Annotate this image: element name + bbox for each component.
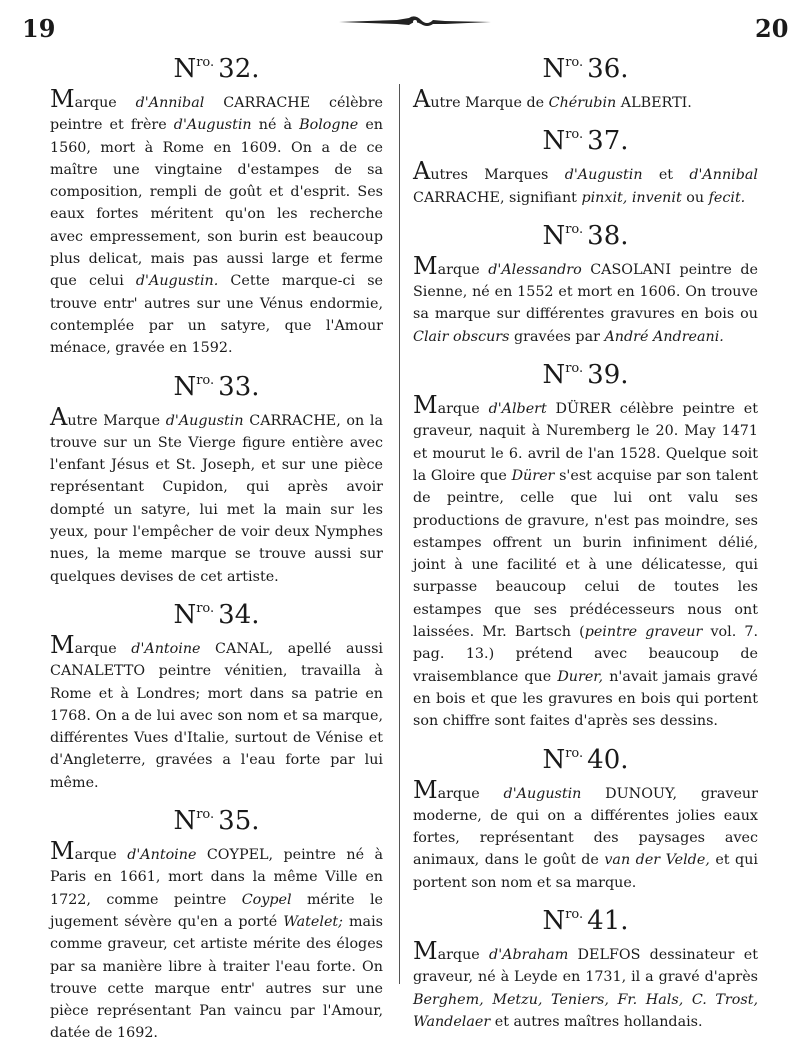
entry — [413, 350, 758, 732]
entry — [50, 362, 383, 588]
entry-text: Marque d'Abraham DELFOS dessinateur et graveur, né à Leyde en 1731, il a gravé d'après Berghem, Metzu, Teniers, Fr. Hals, C. Trost, Wandelaer et autres maîtres hollandais. — [413, 937, 758, 1030]
entry — [413, 896, 758, 1033]
entry-number: $N^{ro.}$ 40. — [542, 744, 629, 775]
entry-text: Marque d'Augustin DUNOUY, graveur moderne, de qui on a différentes jolies eaux fortes, représentant des paysages avec animaux, dans le goût de van der Velde, et qui portent son nom et sa marque. — [413, 775, 758, 891]
entry-number: $N^{ro.}$ 41. — [542, 906, 629, 937]
entry-text: Autres Marques d'Augustin et d'Annibal CARRACHE, signifiant pinxit, invenit ou fecit. — [413, 157, 758, 206]
page-number-left: 19 — [22, 14, 56, 43]
initial-letter: A — [413, 85, 431, 113]
entry — [413, 211, 758, 348]
entry-number: $N^{ro.}$ 32. — [173, 54, 260, 84]
entry — [413, 44, 758, 114]
left-column — [50, 42, 383, 1045]
entry — [50, 590, 383, 794]
initial-letter: M — [413, 391, 438, 420]
entry-number: $N^{ro.}$ 34. — [173, 599, 260, 630]
entry — [50, 44, 383, 360]
entry-number: $N^{ro.}$ 36. — [542, 54, 629, 84]
ornament-icon — [337, 12, 493, 32]
entry-number: $N^{ro.}$ 35. — [173, 806, 260, 837]
page-number-right: 20 — [755, 14, 789, 43]
entry-number: $N^{ro.}$ 33. — [173, 371, 260, 402]
initial-letter: M — [413, 937, 438, 966]
entry — [413, 116, 758, 209]
initial-letter: M — [50, 630, 75, 659]
entry — [50, 796, 383, 1045]
entry-text: Marque d'Antoine COYPEL, peintre né à Paris en 1661, mort dans la même Ville en 1722, comme peintre Coypel mérite le jugement sévère qu'en a porté Watelet; mais comme graveur, cet artiste mérite des éloges par sa manière libre à traiter l'eau forte. On trouve cette marque entr' autres sur une pièce représentant Pan vaincu par l'Amour, datée de 1692. — [50, 837, 383, 1042]
entry — [413, 735, 758, 894]
right-column — [413, 42, 758, 1033]
initial-letter: M — [50, 837, 75, 866]
entry-text: Marque d'Antoine CANAL, apellé aussi CANALETTO peintre vénitien, travailla à Rome et à Londres; mort dans sa patrie en 1768. On a de lui avec son nom et sa marque, différentes Vues d'Italie, surtout de Vénise et d'Angleterre, gravées a l'eau forte par lui même. — [50, 630, 383, 791]
entry-text: Marque d'Annibal CARRACHE célèbre peintre et frère d'Augustin né à Bologne en 1560, mort à Rome en 1609. On a de ce maître une vingtaine d'estampes de sa composition, rempli de goût et d'esprit. Ses eaux fortes méritent qu'on les recherche avec empressement, son burin est beaucoup plus delicat, mais pas aussi large et ferme que celui d'Augustin. Cette marque-ci se trouve entr' autres sur une Vénus endormie, contemplée par un satyre, que l'Amour ménace, gravée en 1592. — [50, 85, 383, 357]
entry-text: Marque d'Albert DÜRER célèbre peintre et graveur, naquit à Nuremberg le 20. May 1471 et mourut le 6. avril de l'an 1528. Quelque soit la Gloire que Dürer s'est acquise par son talent de peintre, celle que lui ont valu ses productions de gravure, n'est pas moindre, ses estampes offrent un burin infiniment délié, joint à une facilité et à une délicatesse, qui surpasse beaucoup celui de toutes les estampes que ses prédécesseurs nous ont laissées. Mr. Bartsch (peintre graveur vol. 7. pag. 13.) prétend avec beaucoup de vraisemblance que Durer, n'avait jamais gravé en bois et que les gravures en bois qui portent son chiffre sont faites d'après ses dessins. — [413, 391, 758, 730]
entry-text: Autre Marque de Chérubin ALBERTI. — [413, 85, 692, 113]
initial-letter: A — [413, 157, 431, 186]
initial-letter: M — [413, 251, 438, 280]
entry-number: $N^{ro.}$ 39. — [542, 360, 629, 391]
initial-letter: M — [413, 775, 438, 804]
initial-letter: A — [50, 402, 68, 431]
initial-letter: M — [50, 85, 75, 113]
entry-text: Autre Marque d'Augustin CARRACHE, on la trouve sur un Ste Vierge figure entière avec l'enfant Jésus et St. Joseph, et sur une pièce représentant Cupidon, qui après avoir dompté un satyre, lui met la main sur les yeux, pour l'empêcher de voir deux Nymphes nues, la meme marque se trouve aussi sur quelques devises de cet artiste. — [50, 402, 384, 585]
entry-number: $N^{ro.}$ 38. — [542, 220, 629, 251]
column-divider — [399, 84, 400, 984]
entry-text: Marque d'Alessandro CASOLANI peintre de Sienne, né en 1552 et mort en 1606. On trouve sa marque sur différentes gravures en bois ou Clair obscurs gravées par André Andreani. — [413, 251, 759, 345]
entry-number: $N^{ro.}$ 37. — [542, 126, 629, 157]
